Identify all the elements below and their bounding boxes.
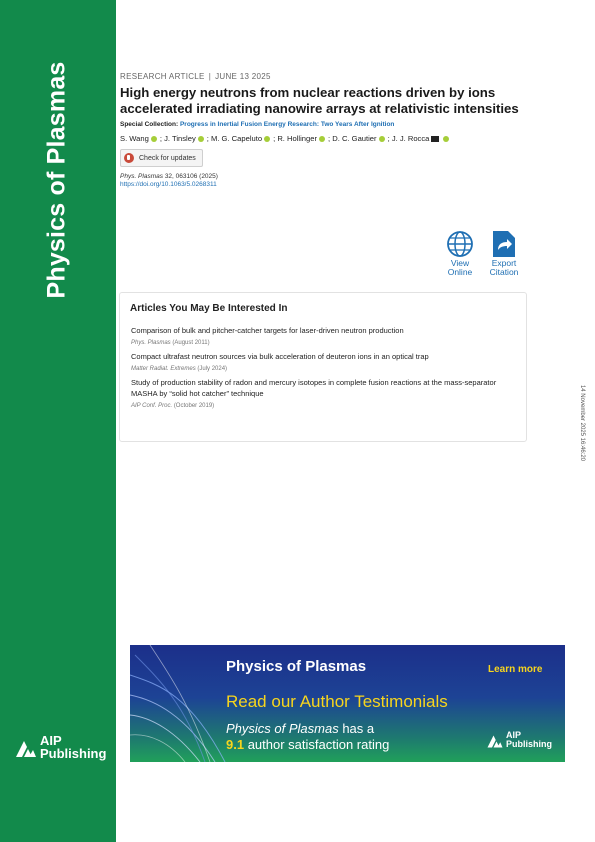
list-item [131, 325, 515, 346]
globe-icon [446, 230, 474, 258]
learn-more-link[interactable]: Learn more [488, 664, 543, 675]
related-article-journal: Matter Radiat. Extremes [131, 366, 196, 372]
related-article-journal: AIP Conf. Proc. [131, 403, 173, 409]
article-date: JUNE 13 2025 [215, 72, 271, 81]
orcid-icon[interactable] [151, 136, 157, 142]
related-article-date: (October 2019) [173, 403, 215, 409]
list-item [131, 351, 515, 372]
collection-link[interactable]: Progress in Inertial Fusion Energy Research: Two Years After Ignition [179, 121, 395, 128]
citation [120, 173, 540, 180]
view-label-2: Online [447, 267, 473, 277]
aip-logo-line1: AIP [40, 733, 62, 748]
aip-publishing-logo[interactable] [14, 734, 106, 760]
export-label-2: Citation [489, 267, 519, 277]
envelope-icon[interactable] [431, 136, 439, 142]
meta-separator: | [208, 72, 212, 81]
view-label-1: View [450, 258, 470, 268]
article-title: High energy neutrons from nuclear reactions driven by ions accelerated irradiating nanowire arrays at relativistic intensities [120, 85, 519, 116]
author-name[interactable]: J. Tinsley [164, 134, 196, 143]
journal-sidebar [0, 0, 116, 842]
check-updates-label: Check for updates [139, 154, 196, 162]
related-article-date: (July 2024) [197, 366, 228, 372]
author-separator: ; [387, 134, 390, 143]
author-separator: ; [328, 134, 331, 143]
collection-label: Special Collection: [120, 121, 179, 128]
aip-logo-icon [14, 735, 38, 759]
article-actions [444, 230, 520, 277]
author-separator: ; [206, 134, 209, 143]
orcid-icon[interactable] [443, 136, 449, 142]
bookmark-update-icon [124, 153, 134, 163]
related-article-title[interactable]: Compact ultrafast neutron sources via bulk acceleration of deuteron ions in an optical trap [131, 352, 429, 361]
article-header [120, 72, 540, 188]
related-article-title[interactable]: Comparison of bulk and pitcher-catcher targets for laser-driven neutron production [131, 326, 404, 335]
author-name[interactable]: J. J. Rocca [391, 134, 430, 143]
citation-journal: Phys. Plasmas [120, 173, 163, 180]
related-articles-list [131, 325, 515, 414]
view-online-button[interactable] [444, 230, 476, 277]
export-icon [492, 230, 516, 258]
author-name[interactable]: R. Hollinger [277, 134, 317, 143]
banner-headline: Read our Author Testimonials [226, 692, 448, 711]
related-article-source [131, 366, 515, 372]
related-article-source [131, 403, 515, 409]
check-for-updates-button[interactable] [120, 149, 203, 167]
download-datestamp: 14 November 2025 16:46:20 [579, 384, 585, 462]
related-articles-box [119, 292, 527, 442]
export-citation-button[interactable] [488, 230, 520, 277]
special-collection [120, 121, 540, 128]
article-meta [120, 72, 540, 81]
related-article-date: (August 2011) [172, 340, 210, 346]
article-type: RESEARCH ARTICLE [120, 72, 205, 81]
author-separator: ; [159, 134, 162, 143]
banner-line-1-rest: has a [338, 721, 375, 736]
banner-line-2 [226, 737, 389, 752]
related-article-title[interactable]: Study of production stability of radon and mercury isotopes in complete fusion reactions at the mass-separator MASHA by “solid hot catcher” technique [131, 378, 497, 398]
aip-logo-icon [486, 731, 504, 749]
banner-line-2-rest: author satisfaction rating [244, 737, 390, 752]
banner-logo-line1: AIP [506, 730, 522, 740]
citation-volume: 32, 063106 (2025) [164, 173, 218, 180]
author-name[interactable]: S. Wang [120, 134, 149, 143]
related-articles-heading: Articles You May Be Interested In [130, 303, 288, 314]
orcid-icon[interactable] [319, 136, 325, 142]
export-label-1: Export [491, 258, 517, 268]
aip-logo-line2: Publishing [40, 746, 107, 761]
doi-link[interactable]: https://doi.org/10.1063/5.0268311 [120, 181, 217, 188]
list-item [131, 377, 515, 409]
orcid-icon[interactable] [198, 136, 204, 142]
plasma-swirl-graphic [130, 645, 230, 762]
journal-name-vertical: Physics of Plasmas [42, 61, 71, 299]
banner-aip-logo [486, 731, 552, 749]
orcid-icon[interactable] [264, 136, 270, 142]
author-testimonials-banner[interactable] [130, 645, 565, 762]
author-name[interactable]: D. C. Gautier [332, 134, 377, 143]
banner-line-1 [226, 721, 374, 736]
author-list [120, 134, 540, 143]
author-name[interactable]: M. G. Capeluto [211, 134, 263, 143]
banner-logo-line2: Publishing [506, 739, 552, 749]
banner-line-1-journal: Physics of Plasmas [226, 721, 339, 736]
orcid-icon[interactable] [379, 136, 385, 142]
related-article-source [131, 340, 515, 346]
author-separator: ; [273, 134, 276, 143]
related-article-journal: Phys. Plasmas [131, 340, 171, 346]
banner-rating: 9.1 [226, 737, 245, 752]
banner-journal: Physics of Plasmas [226, 658, 367, 675]
